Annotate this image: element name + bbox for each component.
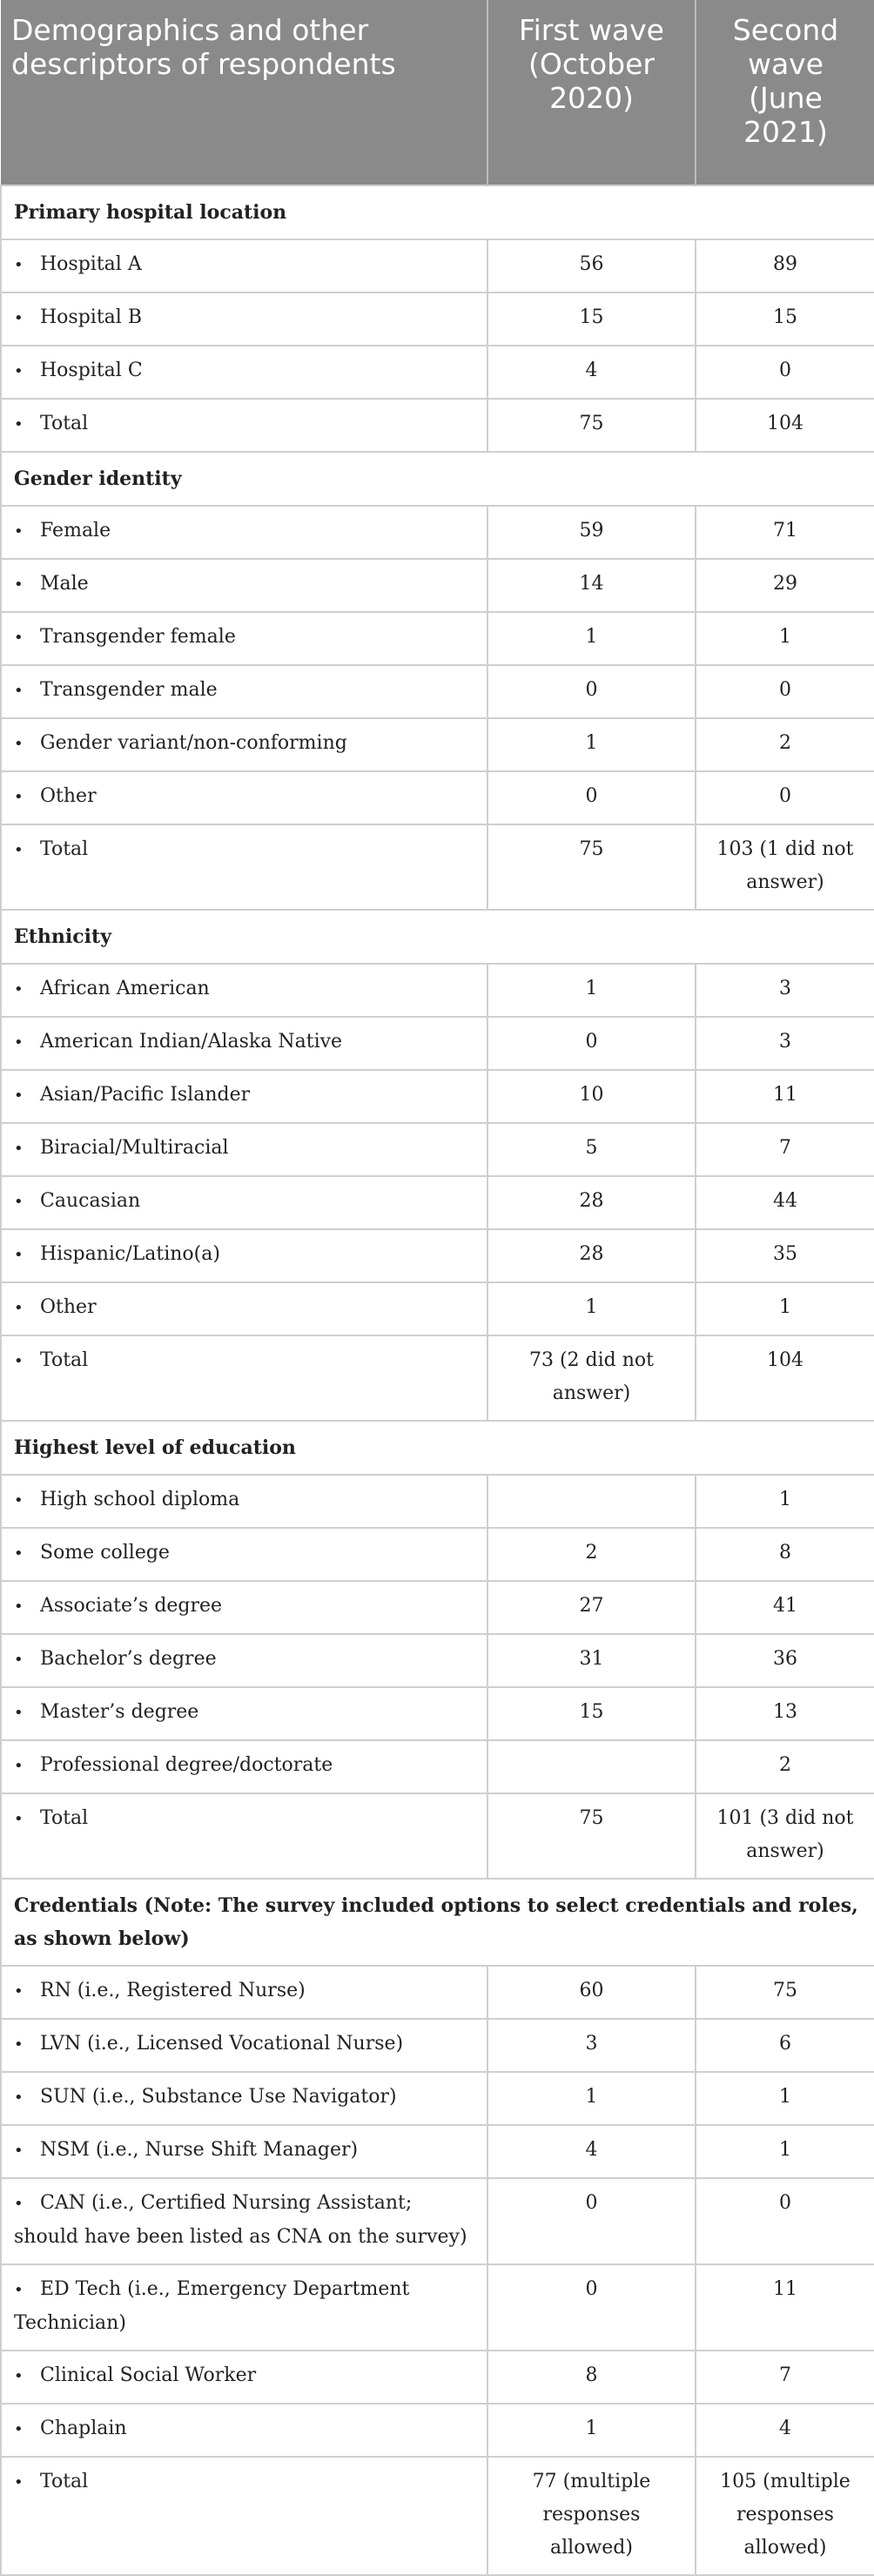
row-label: Master’s degree <box>40 1701 199 1723</box>
section-title: Credentials (Note: The survey included options to select credentials and roles, as shown below) <box>1 1879 874 1966</box>
second-wave-value: 36 <box>696 1634 874 1687</box>
row-label: Male <box>40 573 89 595</box>
row-label: Gender variant/non-conforming <box>40 732 347 754</box>
row-label-cell <box>1 559 487 612</box>
table-row <box>1 346 874 399</box>
row-label-cell <box>1 612 487 665</box>
row-label: Hospital C <box>40 360 143 381</box>
table-row <box>1 1581 874 1634</box>
row-label-cell <box>1 771 487 824</box>
second-wave-value: 1 <box>696 1475 874 1528</box>
bullet-icon: • <box>14 522 24 541</box>
second-wave-value: 0 <box>696 771 874 824</box>
row-label: Transgender male <box>40 679 218 701</box>
row-label-cell <box>1 2404 487 2457</box>
first-wave-value: 2 <box>487 1528 696 1581</box>
row-label: Some college <box>40 1542 170 1564</box>
bullet-icon: • <box>14 1033 24 1052</box>
row-label: Total <box>40 1349 89 1371</box>
section-header-row <box>1 185 874 239</box>
table-row <box>1 1282 874 1335</box>
table-row <box>1 1966 874 2019</box>
bullet-icon: • <box>14 980 24 999</box>
second-wave-value: 15 <box>696 293 874 346</box>
second-wave-value: 1 <box>696 612 874 665</box>
first-wave-value: 0 <box>487 2264 696 2351</box>
bullet-icon: • <box>14 2088 24 2107</box>
section-header-row <box>1 1879 874 1966</box>
row-label-cell <box>1 2125 487 2178</box>
first-wave-value: 0 <box>487 2178 696 2264</box>
second-wave-value: 104 <box>696 1335 874 1421</box>
row-label: Other <box>40 1296 97 1318</box>
bullet-icon: • <box>14 362 24 380</box>
table-row <box>1 1176 874 1229</box>
second-wave-value: 89 <box>696 239 874 293</box>
first-wave-value: 14 <box>487 559 696 612</box>
second-wave-value: 7 <box>696 1123 874 1176</box>
first-wave-value: 3 <box>487 2019 696 2072</box>
first-wave-value: 5 <box>487 1123 696 1176</box>
table-row <box>1 399 874 452</box>
first-wave-value: 73 (2 did not answer) <box>487 1335 696 1421</box>
second-wave-value: 2 <box>696 718 874 771</box>
row-label: Transgender female <box>40 626 236 648</box>
row-label-cell <box>1 1282 487 1335</box>
row-label-cell <box>1 399 487 452</box>
bullet-icon: • <box>14 841 24 859</box>
row-label: Professional degree/doctorate <box>40 1754 333 1776</box>
bullet-icon: • <box>14 256 24 274</box>
row-label: Chaplain <box>40 2418 127 2439</box>
header-first-wave: First wave (October 2020) <box>487 0 696 185</box>
table-row <box>1 1017 874 1070</box>
header-descriptor: Demographics and other descriptors of respondents <box>1 0 487 185</box>
first-wave-value: 0 <box>487 1017 696 1070</box>
section-title: Highest level of education <box>1 1421 874 1475</box>
bullet-icon: • <box>14 788 24 806</box>
row-label-cell <box>1 1176 487 1229</box>
row-label-cell <box>1 506 487 559</box>
table-row <box>1 1475 874 1528</box>
first-wave-value: 0 <box>487 771 696 824</box>
section-title: Primary hospital location <box>1 185 874 239</box>
first-wave-value: 75 <box>487 824 696 910</box>
bullet-icon: • <box>14 1597 24 1616</box>
bullet-icon: • <box>14 1982 24 2001</box>
table-row <box>1 2404 874 2457</box>
table-row <box>1 1740 874 1793</box>
row-label-cell <box>1 2264 487 2351</box>
table-row <box>1 1229 874 1282</box>
table-row <box>1 1123 874 1176</box>
first-wave-value: 10 <box>487 1070 696 1123</box>
section-header-row <box>1 1421 874 1475</box>
table-row <box>1 665 874 718</box>
row-label: Clinical Social Worker <box>40 2364 257 2386</box>
section-title: Gender identity <box>1 452 874 506</box>
row-label: Other <box>40 785 97 807</box>
table-row <box>1 1528 874 1581</box>
row-label: Caucasian <box>40 1190 141 1212</box>
second-wave-value: 4 <box>696 2404 874 2457</box>
row-label-cell <box>1 1581 487 1634</box>
row-label: CAN (i.e., Certified Nursing Assistant; should have been listed as CNA on the survey) <box>14 2192 467 2248</box>
first-wave-value: 59 <box>487 506 696 559</box>
table-body <box>1 185 874 2575</box>
bullet-icon: • <box>14 629 24 647</box>
first-wave-value: 75 <box>487 1793 696 1879</box>
row-label: NSM (i.e., Nurse Shift Manager) <box>40 2139 359 2161</box>
bullet-icon: • <box>14 1193 24 1211</box>
table-row <box>1 718 874 771</box>
bullet-icon: • <box>14 1810 24 1828</box>
row-label: Hospital B <box>40 306 142 328</box>
second-wave-value: 101 (3 did not answer) <box>696 1793 874 1879</box>
second-wave-value: 3 <box>696 1017 874 1070</box>
section-header-row <box>1 452 874 506</box>
second-wave-value: 0 <box>696 665 874 718</box>
bullet-icon: • <box>14 735 24 753</box>
second-wave-value: 13 <box>696 1687 874 1740</box>
bullet-icon: • <box>14 1246 24 1264</box>
first-wave-value: 1 <box>487 718 696 771</box>
table-row <box>1 559 874 612</box>
first-wave-value: 1 <box>487 612 696 665</box>
table-row <box>1 2457 874 2575</box>
first-wave-value <box>487 1740 696 1793</box>
first-wave-value: 0 <box>487 665 696 718</box>
row-label: Hispanic/Latino(a) <box>40 1243 220 1265</box>
row-label-cell <box>1 665 487 718</box>
row-label: Bachelor’s degree <box>40 1648 217 1670</box>
first-wave-value: 8 <box>487 2351 696 2404</box>
table-row <box>1 239 874 293</box>
section-title: Ethnicity <box>1 910 874 964</box>
table-row <box>1 293 874 346</box>
row-label-cell <box>1 239 487 293</box>
second-wave-value: 105 (multiple responses allowed) <box>696 2457 874 2575</box>
table-row <box>1 1335 874 1421</box>
row-label: ED Tech (i.e., Emergency Department Technician) <box>14 2278 410 2334</box>
bullet-icon: • <box>14 1352 24 1370</box>
second-wave-value: 11 <box>696 1070 874 1123</box>
row-label-cell <box>1 1475 487 1528</box>
first-wave-value: 56 <box>487 239 696 293</box>
row-label: African American <box>40 978 210 999</box>
second-wave-value: 35 <box>696 1229 874 1282</box>
row-label: Total <box>40 413 89 434</box>
table-row <box>1 2125 874 2178</box>
bullet-icon: • <box>14 682 24 700</box>
row-label-cell <box>1 824 487 910</box>
second-wave-value: 104 <box>696 399 874 452</box>
table-row <box>1 1634 874 1687</box>
second-wave-value: 29 <box>696 559 874 612</box>
first-wave-value: 1 <box>487 964 696 1017</box>
bullet-icon: • <box>14 1086 24 1105</box>
row-label: Asian/Pacific Islander <box>40 1084 251 1106</box>
row-label-cell <box>1 346 487 399</box>
bullet-icon: • <box>14 2473 24 2492</box>
bullet-icon: • <box>14 575 24 594</box>
row-label-cell <box>1 1335 487 1421</box>
row-label: Biracial/Multiracial <box>40 1137 229 1159</box>
first-wave-value: 1 <box>487 2072 696 2125</box>
bullet-icon: • <box>14 1757 24 1775</box>
table-row <box>1 1687 874 1740</box>
bullet-icon: • <box>14 1299 24 1317</box>
second-wave-value: 75 <box>696 1966 874 2019</box>
table-row <box>1 824 874 910</box>
first-wave-value: 28 <box>487 1229 696 1282</box>
row-label-cell <box>1 1123 487 1176</box>
second-wave-value: 6 <box>696 2019 874 2072</box>
row-label-cell <box>1 1740 487 1793</box>
row-label-cell <box>1 1966 487 2019</box>
row-label-cell <box>1 1017 487 1070</box>
row-label: Total <box>40 838 89 860</box>
row-label-cell <box>1 1687 487 1740</box>
second-wave-value: 11 <box>696 2264 874 2351</box>
second-wave-value: 0 <box>696 2178 874 2264</box>
second-wave-value: 44 <box>696 1176 874 1229</box>
row-label-cell <box>1 2072 487 2125</box>
row-label-cell <box>1 718 487 771</box>
row-label-cell <box>1 964 487 1017</box>
row-label: American Indian/Alaska Native <box>40 1031 343 1053</box>
second-wave-value: 7 <box>696 2351 874 2404</box>
first-wave-value: 15 <box>487 1687 696 1740</box>
row-label-cell <box>1 2351 487 2404</box>
bullet-icon: • <box>14 1651 24 1669</box>
row-label: High school diploma <box>40 1489 240 1510</box>
table-row <box>1 1793 874 1879</box>
first-wave-value: 15 <box>487 293 696 346</box>
first-wave-value: 4 <box>487 2125 696 2178</box>
table-row <box>1 2019 874 2072</box>
row-label-cell <box>1 1528 487 1581</box>
row-label: Hospital A <box>40 253 142 275</box>
second-wave-value: 2 <box>696 1740 874 1793</box>
header-row <box>1 0 874 185</box>
row-label: Female <box>40 520 111 541</box>
second-wave-value: 103 (1 did not answer) <box>696 824 874 910</box>
first-wave-value: 31 <box>487 1634 696 1687</box>
first-wave-value: 4 <box>487 346 696 399</box>
row-label: Total <box>40 1807 89 1829</box>
bullet-icon: • <box>14 1544 24 1563</box>
second-wave-value: 41 <box>696 1581 874 1634</box>
bullet-icon: • <box>14 1140 24 1158</box>
table-row <box>1 2264 874 2351</box>
table-row <box>1 2178 874 2264</box>
row-label-cell <box>1 293 487 346</box>
table-row <box>1 2351 874 2404</box>
second-wave-value: 1 <box>696 1282 874 1335</box>
first-wave-value <box>487 1475 696 1528</box>
bullet-icon: • <box>14 2035 24 2054</box>
row-label: Associate’s degree <box>40 1595 223 1617</box>
row-label-cell <box>1 1070 487 1123</box>
row-label: SUN (i.e., Substance Use Navigator) <box>40 2086 397 2108</box>
bullet-icon: • <box>14 2195 24 2213</box>
first-wave-value: 77 (multiple responses allowed) <box>487 2457 696 2575</box>
bullet-icon: • <box>14 2281 24 2299</box>
second-wave-value: 1 <box>696 2125 874 2178</box>
bullet-icon: • <box>14 309 24 327</box>
first-wave-value: 1 <box>487 1282 696 1335</box>
bullet-icon: • <box>14 1491 24 1510</box>
table-row <box>1 1070 874 1123</box>
second-wave-value: 71 <box>696 506 874 559</box>
header-second-wave: Second wave (June 2021) <box>696 0 874 185</box>
row-label-cell <box>1 2457 487 2575</box>
bullet-icon: • <box>14 2367 24 2385</box>
table-row <box>1 612 874 665</box>
table-row <box>1 506 874 559</box>
first-wave-value: 27 <box>487 1581 696 1634</box>
bullet-icon: • <box>14 2142 24 2160</box>
first-wave-value: 1 <box>487 2404 696 2457</box>
second-wave-value: 0 <box>696 346 874 399</box>
table-row <box>1 2072 874 2125</box>
row-label-cell <box>1 2178 487 2264</box>
row-label-cell <box>1 1793 487 1879</box>
second-wave-value: 8 <box>696 1528 874 1581</box>
first-wave-value: 75 <box>487 399 696 452</box>
row-label: Total <box>40 2471 89 2492</box>
bullet-icon: • <box>14 1704 24 1722</box>
section-header-row <box>1 910 874 964</box>
second-wave-value: 1 <box>696 2072 874 2125</box>
row-label: LVN (i.e., Licensed Vocational Nurse) <box>40 2033 404 2055</box>
row-label-cell <box>1 1229 487 1282</box>
first-wave-value: 28 <box>487 1176 696 1229</box>
bullet-icon: • <box>14 2420 24 2438</box>
row-label: RN (i.e., Registered Nurse) <box>40 1980 306 2001</box>
first-wave-value: 60 <box>487 1966 696 2019</box>
row-label-cell <box>1 2019 487 2072</box>
table-row <box>1 964 874 1017</box>
row-label-cell <box>1 1634 487 1687</box>
second-wave-value: 3 <box>696 964 874 1017</box>
bullet-icon: • <box>14 415 24 434</box>
table-row <box>1 771 874 824</box>
